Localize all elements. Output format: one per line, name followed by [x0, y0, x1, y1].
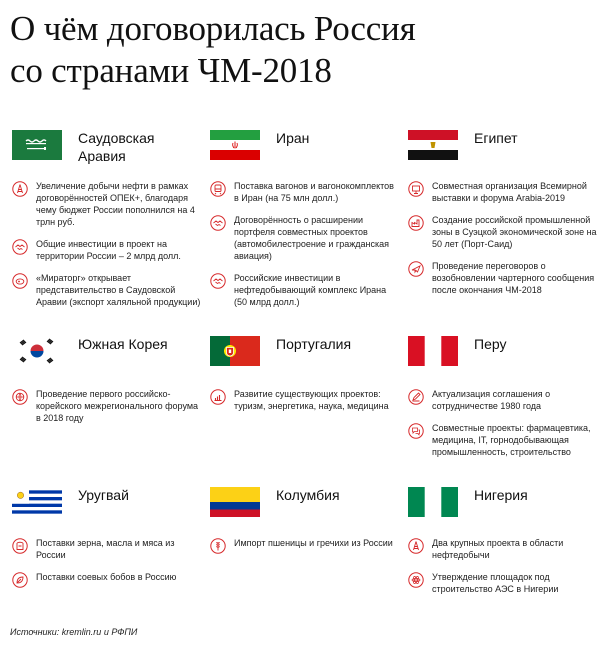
- country-name: Перу: [474, 336, 507, 352]
- factory-icon: [408, 215, 424, 231]
- country-name: Уругвай: [78, 487, 129, 503]
- nigeria-flag: [408, 487, 458, 517]
- source-note: Источники: kremlin.ru и РФПИ: [10, 627, 138, 637]
- exhibition-icon: [408, 181, 424, 197]
- chat-icon: [408, 423, 424, 439]
- item-text: Российские инвестиции в нефтедобывающий комплекс Ирана (50 млрд долл.): [234, 273, 387, 307]
- list-item: [408, 537, 598, 561]
- page-title-line-1: О чём договорилась Россия: [10, 9, 416, 48]
- uruguay-flag: [12, 487, 62, 517]
- handshake-icon: [210, 273, 226, 289]
- item-text: Два крупных проекта в области нефтедобычи: [432, 538, 564, 560]
- item-text: «Мираторг» открывает представительство в Саудовской Аравии (экспорт халяльной продукции): [36, 273, 201, 307]
- country-items: [210, 180, 400, 318]
- country-name: Египет: [474, 130, 518, 146]
- saudi-arabia-flag: [12, 130, 62, 160]
- pen-icon: [408, 389, 424, 405]
- list-item: [210, 180, 400, 204]
- oil-icon: [12, 181, 28, 197]
- plane-icon: [408, 261, 424, 277]
- item-text: Актуализация соглашения о сотрудничестве 1980 года: [432, 389, 551, 411]
- country-name: Саудовская Аравия: [78, 130, 155, 164]
- country-items: [408, 388, 598, 468]
- list-item: [12, 537, 202, 561]
- list-item: [408, 260, 598, 296]
- list-item: [408, 214, 598, 250]
- list-item: [408, 180, 598, 204]
- south-korea-flag: [12, 336, 62, 366]
- country-items: [408, 537, 598, 605]
- list-item: [210, 537, 400, 549]
- item-text: Совместные проекты: фармацевтика, медицина, IT, горнодобывающая промышленность, строительство: [432, 423, 591, 457]
- egypt-flag: [408, 130, 458, 160]
- atom-icon: [408, 572, 424, 588]
- country-items: [210, 388, 400, 422]
- item-text: Совместная организация Всемирной выставки и форума Arabia-2019: [432, 181, 587, 203]
- handshake-icon: [210, 215, 226, 231]
- oil-icon: [408, 538, 424, 554]
- page-title: [10, 8, 595, 92]
- country-name: Нигерия: [474, 487, 528, 503]
- item-text: Создание российской промышленной зоны в Суэцкой экономической зоне на 50 лет (Порт-Саид): [432, 215, 597, 249]
- country-items: [12, 180, 202, 318]
- item-text: Развитие существующих проектов: туризм, энергетика, наука, медицина: [234, 389, 389, 411]
- list-item: [408, 388, 598, 412]
- list-item: [12, 388, 202, 424]
- item-text: Поставки зерна, масла и мяса из России: [36, 538, 175, 560]
- item-text: Утверждение площадок под строительство АЭС в Нигерии: [432, 572, 559, 594]
- country-items: [12, 388, 202, 434]
- list-item: [12, 180, 202, 228]
- list-item: [12, 238, 202, 262]
- list-item: [210, 214, 400, 262]
- iran-flag: [210, 130, 260, 160]
- colombia-flag: [210, 487, 260, 517]
- item-text: Увеличение добычи нефти в рамках договорённостей ОПЕК+, благодаря чему бюджет России пополнился на 4 трлн руб.: [36, 181, 195, 227]
- country-items: [210, 537, 400, 559]
- country-name: Южная Корея: [78, 336, 168, 352]
- country-name: Иран: [276, 130, 310, 146]
- forum-icon: [12, 389, 28, 405]
- list-item: [408, 422, 598, 458]
- country-name: Колумбия: [276, 487, 340, 503]
- item-text: Проведение первого российско-корейского межрегионального форума в 2018 году: [36, 389, 199, 423]
- peru-flag: [408, 336, 458, 366]
- item-text: Проведение переговоров о возобновлении чартерного сообщения после окончания ЧМ-2018: [432, 261, 595, 295]
- list-item: [210, 272, 400, 308]
- grain-icon: [12, 538, 28, 554]
- handshake-icon: [12, 239, 28, 255]
- soy-icon: [12, 572, 28, 588]
- country-items: [408, 180, 598, 306]
- item-text: Договорённость о расширении портфеля совместных проектов (автомобилестроение и гражданская авиация): [234, 215, 389, 261]
- country-name: Португалия: [276, 336, 352, 352]
- item-text: Импорт пшеницы и гречихи из России: [234, 538, 393, 548]
- country-items: [12, 537, 202, 593]
- item-text: Поставка вагонов и вагонокомплектов в Иран (на 75 млн долл.): [234, 181, 394, 203]
- page-title-line-2: со странами ЧМ-2018: [10, 51, 332, 90]
- list-item: [210, 388, 400, 412]
- chart-icon: [210, 389, 226, 405]
- train-icon: [210, 181, 226, 197]
- item-text: Поставки соевых бобов в Россию: [36, 572, 177, 582]
- meat-icon: [12, 273, 28, 289]
- list-item: [12, 272, 202, 308]
- list-item: [408, 571, 598, 595]
- list-item: [12, 571, 202, 583]
- item-text: Общие инвестиции в проект на территории России – 2 млрд долл.: [36, 239, 181, 261]
- portugal-flag: [210, 336, 260, 366]
- wheat-icon: [210, 538, 226, 554]
